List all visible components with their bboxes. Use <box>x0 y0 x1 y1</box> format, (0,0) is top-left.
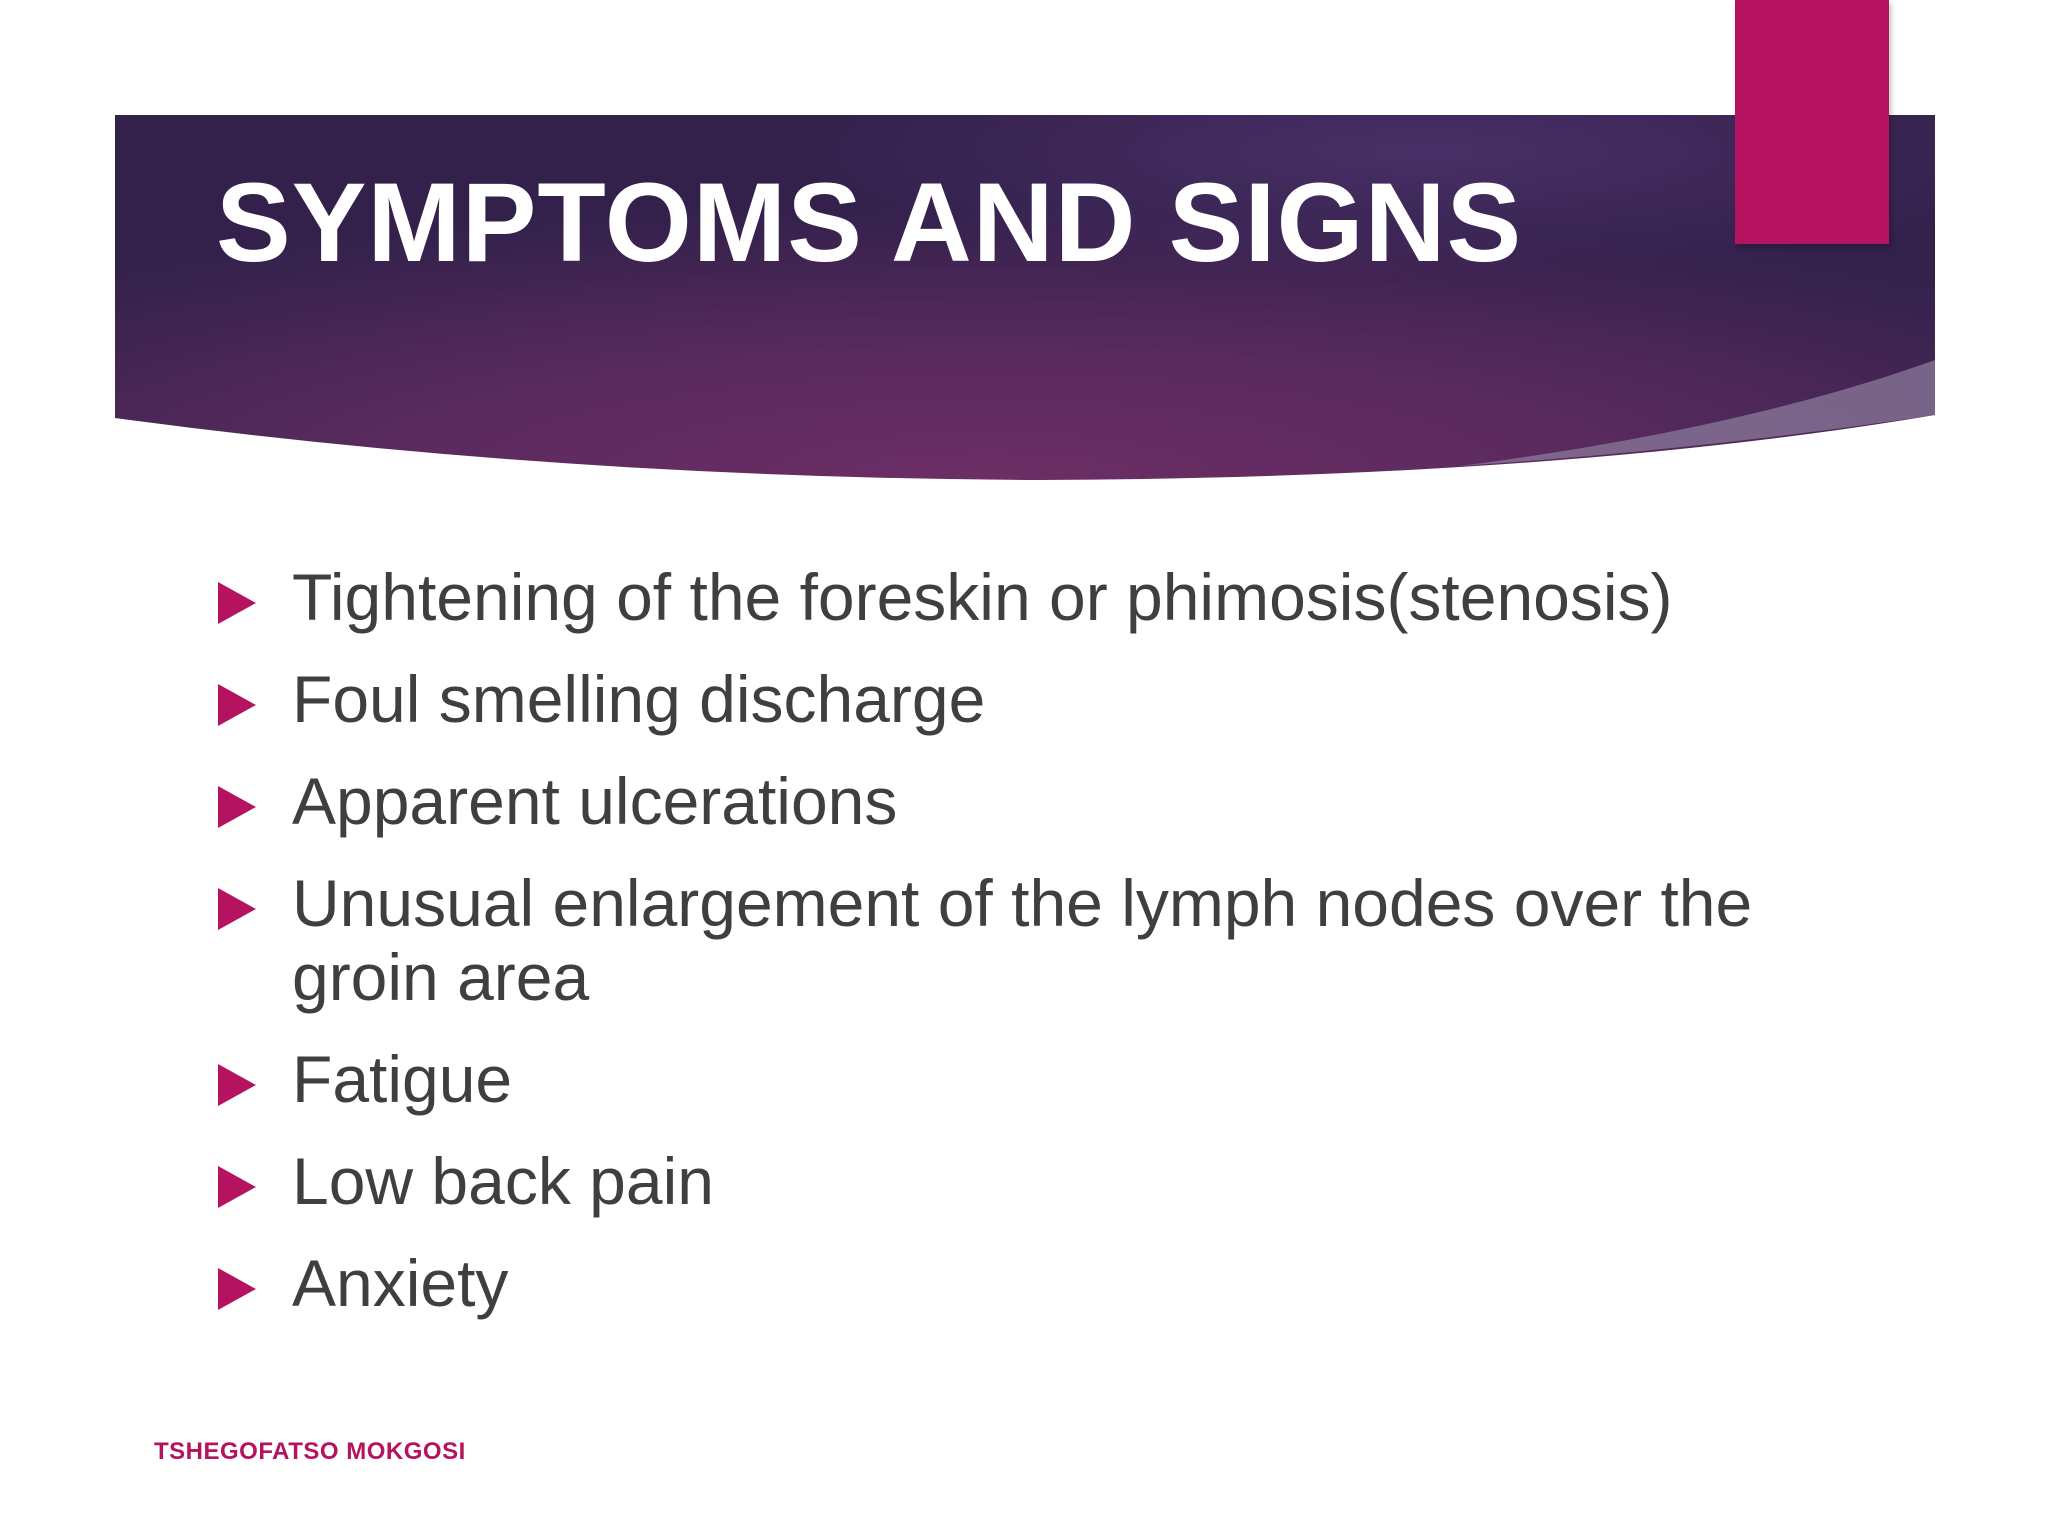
triangle-right-icon <box>218 888 256 930</box>
list-item <box>216 662 1836 736</box>
triangle-right-icon <box>218 1064 256 1106</box>
footer-author: TSHEGOFATSO MOKGOSI <box>154 1438 466 1465</box>
bullet-text: Apparent ulcerations <box>292 764 898 838</box>
bullet-text: Unusual enlargement of the lymph nodes over the groin area <box>292 866 1753 1014</box>
list-item <box>216 560 1836 634</box>
list-item <box>216 764 1836 838</box>
list-item <box>216 1144 1836 1218</box>
bullet-list <box>216 560 1836 1348</box>
triangle-right-icon <box>218 684 256 726</box>
bullet-text: Foul smelling discharge <box>292 662 986 736</box>
accent-tab <box>1735 0 1889 244</box>
list-item <box>216 1042 1836 1116</box>
triangle-right-icon <box>218 582 256 624</box>
bullet-text: Anxiety <box>292 1246 509 1320</box>
triangle-right-icon <box>218 1166 256 1208</box>
list-item <box>216 866 1836 1014</box>
list-item <box>216 1246 1836 1320</box>
bullet-text: Fatigue <box>292 1042 513 1116</box>
triangle-right-icon <box>218 1268 256 1310</box>
bullet-text: Tightening of the foreskin or phimosis(stenosis) <box>292 560 1673 634</box>
slide-title: SYMPTOMS AND SIGNS <box>216 160 1523 285</box>
bullet-text: Low back pain <box>292 1144 714 1218</box>
triangle-right-icon <box>218 786 256 828</box>
